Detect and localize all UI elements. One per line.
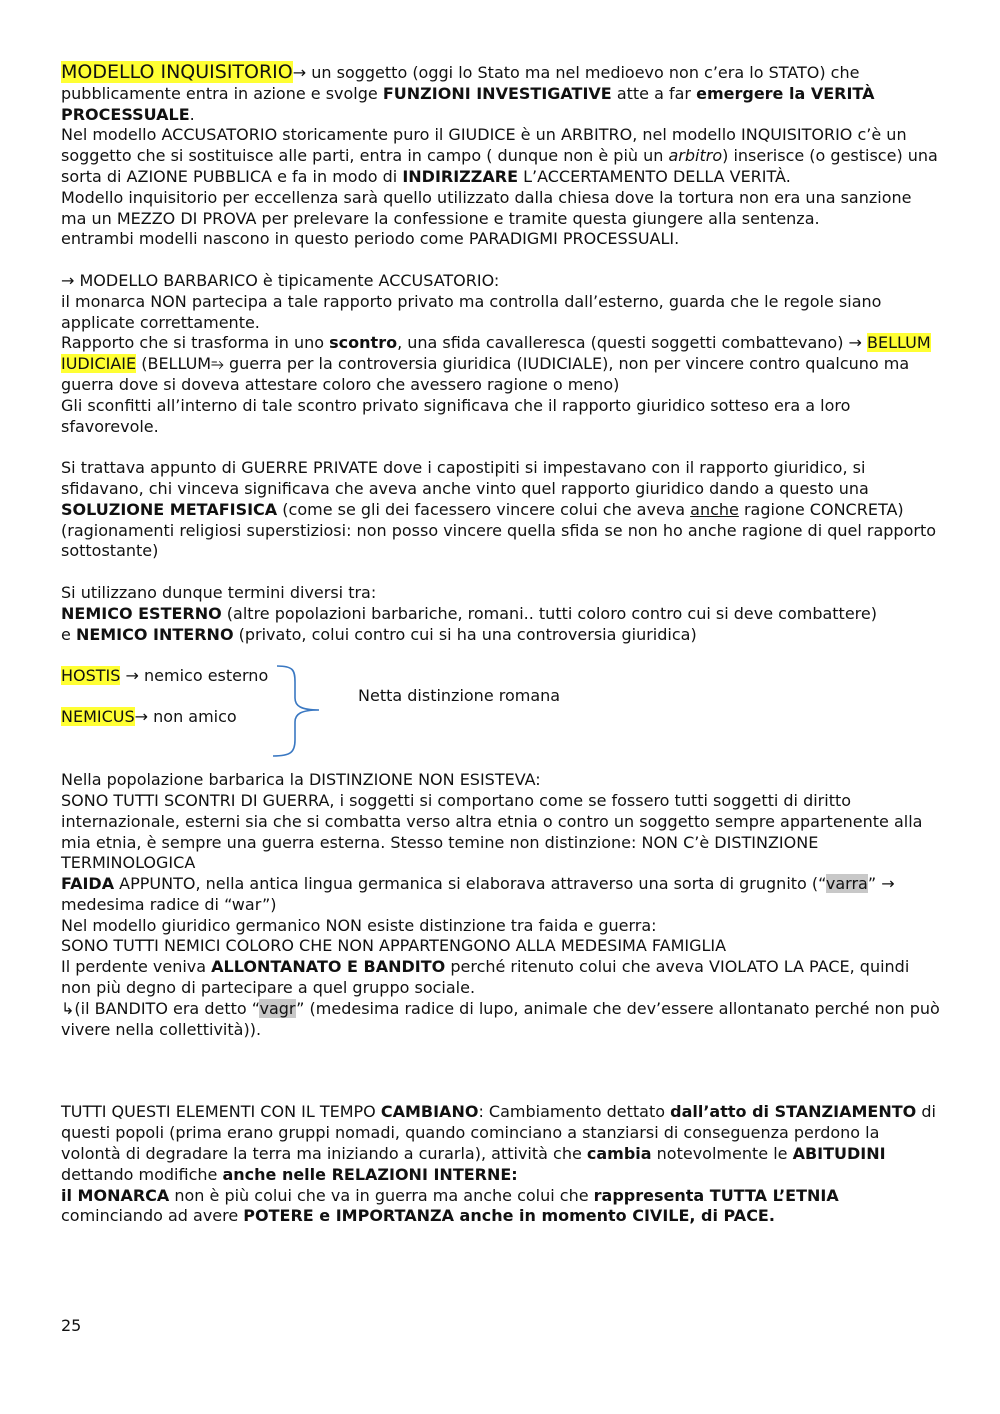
bold-text: FAIDA bbox=[61, 874, 115, 894]
paragraph-modello-germanico: Nel modello giuridico germanico NON esiste distinzione tra faida e guerra: bbox=[61, 915, 657, 935]
curly-brace-icon bbox=[271, 660, 331, 760]
text: ↳(il BANDITO era detto “ bbox=[61, 998, 260, 1018]
text: , una sfida cavalleresca (questi soggetti combattevano) → bbox=[397, 333, 868, 353]
paragraph-nemico-esterno bbox=[61, 604, 941, 625]
document-page bbox=[61, 62, 941, 1227]
text: (privato, colui contro cui si ha una controversia giuridica) bbox=[233, 624, 697, 644]
text: Rapporto che si trasforma in uno bbox=[61, 333, 330, 353]
paragraph-bandito bbox=[61, 999, 941, 1041]
heading-highlight: MODELLO INQUISITORIO bbox=[61, 61, 293, 83]
paragraph-scontri-guerra: SONO TUTTI SCONTRI DI GUERRA, i soggetti si comportano come se fossero tutti soggetti di diritto internazionale, esterni sia che si combatta verso altra etnia o contro un soggetto sempre appartenente alla mia etnia, è sempre una guerra esterna. Stesso temine non distinzione: NON C’è DISTINZIONE TERMINOLOGICA bbox=[61, 790, 923, 873]
text: ) inserisce (o gestisce) una sorta di AZIONE PUBBLICA e fa in modo di bbox=[61, 146, 938, 186]
text: → non amico bbox=[134, 707, 237, 727]
vagr-highlight: vagr bbox=[259, 998, 297, 1018]
bold-text: scontro bbox=[329, 333, 398, 353]
text: notevolmente le bbox=[651, 1144, 793, 1164]
paragraph-termini: Si utilizzano dunque termini diversi tra: bbox=[61, 582, 377, 602]
bold-text: rappresenta TUTTA L’ETNIA bbox=[593, 1185, 839, 1205]
bold-text: FUNZIONI INVESTIGATIVE bbox=[382, 83, 612, 103]
bellum-highlight: BELLUM IUDICIAIE bbox=[61, 333, 931, 374]
paragraph-accusatorio bbox=[61, 125, 941, 187]
text: Si trattava appunto di GUERRE PRIVATE dove i capostipiti si impestavano con il rapporto giuridico, si sfidavano, chi vinceva significava che aveva anche vinto quel rapporto giuridico dando a questo una bbox=[61, 458, 869, 498]
text: → un soggetto (oggi lo Stato ma nel medioevo non c’era lo STATO) che pubblicamente entra in azione e svolge bbox=[61, 63, 860, 103]
paragraph-scontro bbox=[61, 333, 941, 395]
text: . bbox=[189, 104, 195, 124]
hostis-nemicus-block bbox=[61, 666, 941, 770]
paragraph-perdente bbox=[61, 957, 941, 999]
paragraph-modello-barbarico: → MODELLO BARBARICO è tipicamente ACCUSATORIO: bbox=[61, 270, 500, 290]
text: ragione CONCRETA) (ragionamenti religiosi superstiziosi: non posso vincere quella sfida se non ho anche ragione di quel rapporto sottostante) bbox=[61, 499, 937, 561]
text: cominciando ad avere bbox=[61, 1206, 244, 1226]
hostis-highlight: HOSTIS bbox=[61, 666, 121, 686]
text: Nel modello ACCUSATORIO storicamente puro il GIUDICE è un ARBITRO, nel modello INQUISITORIO c’è un soggetto che si sostituisce alle parti, entra in campo ( dunque non è più un bbox=[61, 125, 907, 166]
text: (come se gli dei facessero vincere colui che aveva bbox=[277, 499, 691, 519]
paragraph-nemico-interno bbox=[61, 625, 941, 646]
page-number: 25 bbox=[61, 1316, 82, 1335]
bold-text: ABITUDINI bbox=[792, 1144, 886, 1164]
text: TUTTI QUESTI ELEMENTI CON IL TEMPO bbox=[61, 1102, 381, 1122]
underlined-text: anche bbox=[690, 499, 739, 519]
varra-highlight: varra bbox=[825, 874, 868, 894]
paragraph-modello-inquisitorio bbox=[61, 62, 941, 125]
bold-text: NEMICO INTERNO bbox=[75, 624, 234, 644]
bold-text: INDIRIZZARE bbox=[402, 166, 518, 186]
italic-text: arbitro bbox=[668, 146, 723, 166]
text: e bbox=[61, 624, 76, 644]
nemicus-line bbox=[61, 707, 237, 728]
text: non è più colui che va in guerra ma anche colui che bbox=[169, 1185, 594, 1205]
text: (BELLUM⥱ guerra per la controversia giuridica (IUDICIALE), non per vincere contro qualcuno ma guerra dove si doveva attestare coloro che avessero ragione o meno) bbox=[61, 354, 910, 394]
text: L’ACCERTAMENTO DELLA VERITÀ. bbox=[518, 166, 791, 186]
text: (altre popolazioni barbariche, romani.. tutti coloro contro cui si deve combattere) bbox=[221, 603, 877, 623]
paragraph-chiesa: Modello inquisitorio per eccellenza sarà quello utilizzato dalla chiesa dove la tortura non era una sanzione ma un MEZZO DI PROVA per prelevare la confessione e tramite questa giungere alla sentenza. bbox=[61, 187, 912, 228]
paragraph-cambiamento bbox=[61, 1102, 941, 1185]
nemicus-highlight: NEMICUS bbox=[61, 707, 135, 727]
bold-text: POTERE e IMPORTANZA anche in momento CIVILE, di PACE. bbox=[243, 1206, 775, 1226]
bold-text: cambia bbox=[586, 1144, 652, 1164]
text: dettando modifiche bbox=[61, 1164, 223, 1184]
paragraph-monarca-etnia bbox=[61, 1186, 941, 1228]
text: di questi popoli (prima erano gruppi nomadi, quando cominciano a stanziarsi di conseguenza perdono la volontà di degradare la terra ma iniziando a curarla), attività che bbox=[61, 1102, 936, 1164]
hostis-line bbox=[61, 666, 268, 687]
paragraph-faida bbox=[61, 874, 941, 916]
bold-text: SOLUZIONE METAFISICA bbox=[61, 499, 278, 519]
text: APPUNTO, nella antica lingua germanica si elaborava attraverso una sorta di grugnito (“ bbox=[114, 874, 826, 894]
paragraph-nemici-famiglia: SONO TUTTI NEMICI COLORO CHE NON APPARTENGONO ALLA MEDESIMA FAMIGLIA bbox=[61, 936, 727, 956]
text: atte a far bbox=[611, 83, 697, 103]
bold-text: dall’atto di STANZIAMENTO bbox=[670, 1102, 917, 1122]
brace-note: Netta distinzione romana bbox=[358, 686, 561, 706]
bold-text: NEMICO ESTERNO bbox=[61, 603, 222, 623]
paragraph-guerre-private bbox=[61, 458, 941, 562]
paragraph-sconfitti: Gli sconfitti all’interno di tale scontro privato significava che il rapporto giuridico sotteso era a loro sfavorevole. bbox=[61, 395, 851, 436]
text: ” → medesima radice di “war”) bbox=[61, 874, 895, 914]
bold-text: il MONARCA bbox=[61, 1185, 170, 1205]
text: Il perdente veniva bbox=[61, 957, 212, 977]
bold-text: CAMBIANO bbox=[380, 1102, 479, 1122]
text: → nemico esterno bbox=[120, 666, 269, 686]
bold-text: emergere la VERITÀ PROCESSUALE bbox=[61, 83, 875, 124]
text: ” (medesima radice di lupo, animale che dev’essere allontanato perché non può vivere nella collettività)). bbox=[61, 998, 940, 1039]
paragraph-distinzione: Nella popolazione barbarica la DISTINZIONE NON ESISTEVA: bbox=[61, 770, 541, 790]
bold-text: anche nelle RELAZIONI INTERNE: bbox=[222, 1164, 518, 1184]
bold-text: ALLONTANATO E BANDITO bbox=[211, 957, 446, 977]
paragraph-paradigmi: entrambi modelli nascono in questo periodo come PARADIGMI PROCESSUALI. bbox=[61, 229, 680, 249]
text: perché ritenuto colui che aveva VIOLATO LA PACE, quindi non più degno di partecipare a quel gruppo sociale. bbox=[61, 957, 910, 998]
text: : Cambiamento dettato bbox=[478, 1102, 671, 1122]
paragraph-monarca: il monarca NON partecipa a tale rapporto privato ma controlla dall’esterno, guarda che le regole siano applicate correttamente. bbox=[61, 291, 882, 332]
